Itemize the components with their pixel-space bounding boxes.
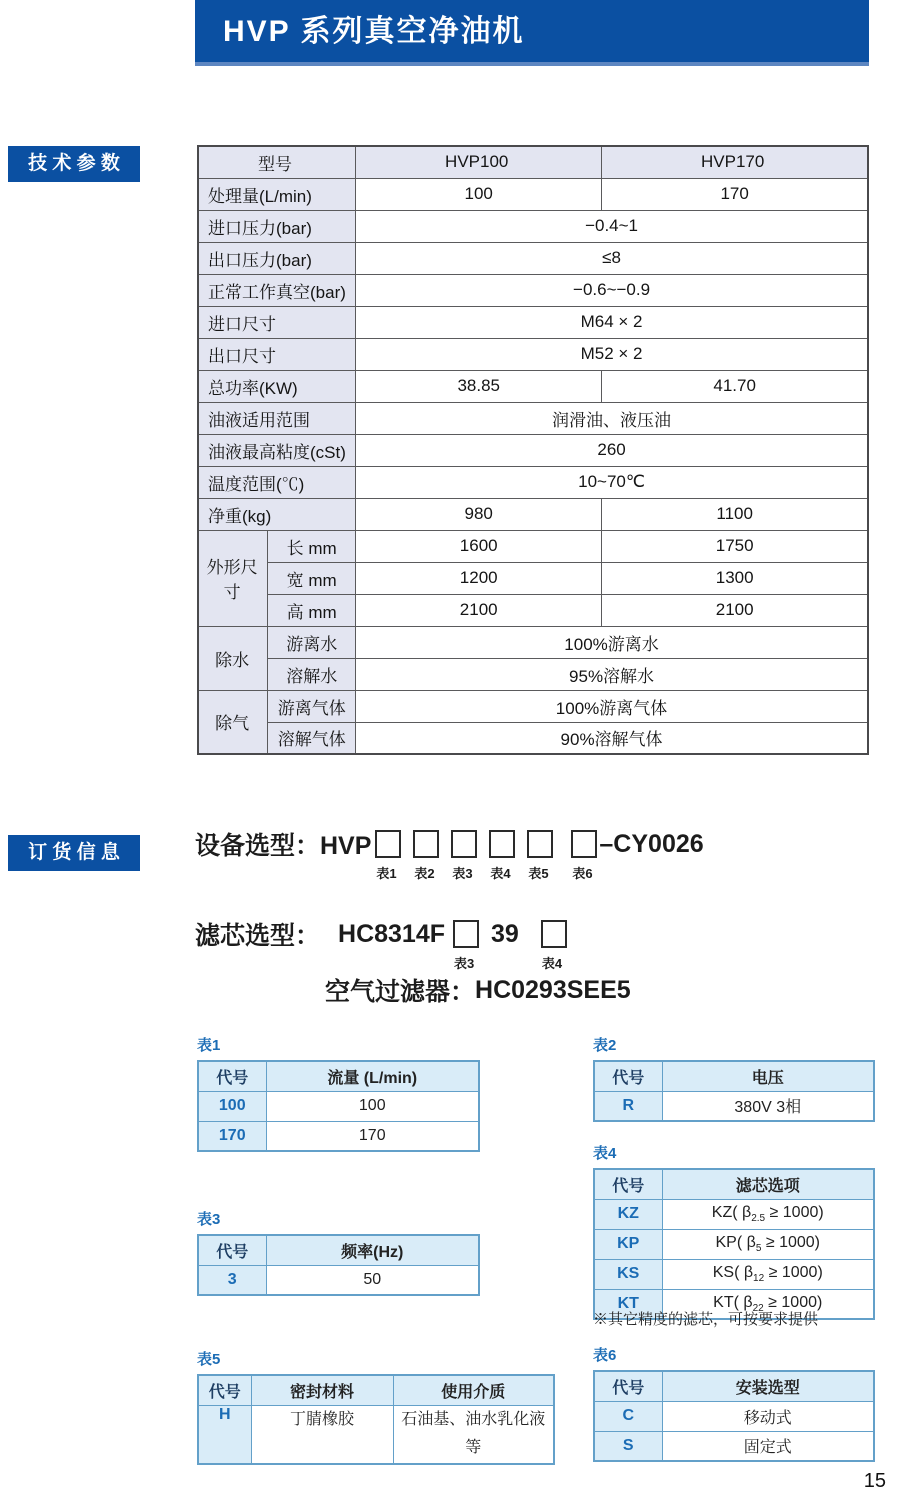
cell: 固定式 [662,1431,874,1461]
beta-subscript: 2.5 [751,1213,766,1225]
sub-label: 宽 mm [268,562,356,594]
option-text: KZ( β [711,1203,752,1221]
option-text: ≥ 1000) [764,1263,823,1281]
table-row [198,1121,479,1151]
col-header: 频率(Hz) [266,1235,479,1265]
code-cell: 100 [198,1091,266,1121]
table2-wrap [593,1034,875,1122]
order-code-box-3 [451,830,477,881]
device-selection-suffix: –CY0026 [599,829,704,858]
col-header: 代号 [594,1061,662,1091]
table4-wrap [593,1142,875,1320]
cell: 1750 [602,530,868,562]
option-text: ≥ 1000) [761,1233,820,1251]
option-text: KT( β [713,1293,753,1311]
col-header: 代号 [198,1235,266,1265]
code-cell: C [594,1401,662,1431]
table-row [198,1405,554,1464]
box-ref-label: 表2 [414,866,435,881]
spec-header-row [198,146,868,178]
title-banner [195,0,869,66]
spec-row-free-water [198,626,868,658]
spec-row-dissolved-gas [198,722,868,754]
spec-row-outlet-size [198,338,868,370]
filter-selection-line [195,916,567,971]
group-label-dimensions: 外形尺寸 [198,530,268,626]
device-selection-label: 设备选型：HVP [195,832,372,860]
box-ref-label: 表3 [454,956,475,971]
table6 [593,1370,875,1462]
cell: ≤8 [356,242,868,274]
row-label: 处理量(L/min) [198,178,356,210]
table2-header [594,1061,874,1091]
spec-table-wrap [197,145,869,755]
badge-ordering-info: 订 货 信 息 [8,835,140,871]
spec-row-temp-range [198,466,868,498]
cell: 100%游离气体 [356,690,868,722]
table1 [197,1060,480,1152]
spec-row-power [198,370,868,402]
table3-header [198,1235,479,1265]
col-header: 流量 (L/min) [266,1061,479,1091]
cell: 1200 [356,562,602,594]
cell: −0.6~−0.9 [356,274,868,306]
cell: 980 [356,498,602,530]
cell: 100 [266,1091,479,1121]
table-row [594,1431,874,1461]
sub-label: 高 mm [268,594,356,626]
table5-header [198,1375,554,1405]
row-label: 总功率(KW) [198,370,356,402]
table-row [594,1259,874,1289]
spec-row-length [198,530,868,562]
cell: 170 [602,178,868,210]
sub-label: 溶解气体 [268,722,356,754]
col-header-hvp170: HVP170 [602,146,868,178]
table-row [594,1091,874,1121]
cell: 41.70 [602,370,868,402]
spec-table [197,145,869,755]
badge-tech-params: 技 术 参 数 [8,146,140,182]
col-header: 代号 [594,1169,662,1199]
cell: 50 [266,1265,479,1295]
code-cell: H [198,1405,251,1464]
col-header: 代号 [198,1375,251,1405]
cell: 170 [266,1121,479,1151]
code-cell: 170 [198,1121,266,1151]
code-cell: KS [594,1259,662,1289]
air-filter-value: HC0293SEE5 [475,975,631,1004]
code-cell: 3 [198,1265,266,1295]
cell: 丁腈橡胶 [251,1405,393,1464]
cell: 2100 [602,594,868,626]
col-header-model: 型号 [198,146,356,178]
filter-part-number: HC8314F [338,919,446,948]
cell: 1100 [602,498,868,530]
air-filter-line [325,972,631,1008]
cell: 90%溶解气体 [356,722,868,754]
spec-row-vacuum [198,274,868,306]
table6-title: 表6 [593,1347,617,1364]
table1-title: 表1 [197,1037,221,1054]
code-cell: KP [594,1229,662,1259]
row-label: 出口尺寸 [198,338,356,370]
cell: 10~70℃ [356,466,868,498]
row-label: 正常工作真空(bar) [198,274,356,306]
row-label: 温度范围(℃) [198,466,356,498]
option-text: KS( β [712,1263,754,1281]
table3 [197,1234,480,1296]
row-label: 油液适用范围 [198,402,356,434]
cell: 2100 [356,594,602,626]
cell: M64 × 2 [356,306,868,338]
table1-header [198,1061,479,1091]
spec-row-width [198,562,868,594]
row-label: 进口尺寸 [198,306,356,338]
table4-header [594,1169,874,1199]
air-filter-label: 空气过滤器： [325,978,476,1006]
table-row [594,1401,874,1431]
option-text: KP( β [715,1233,756,1251]
code-cell: R [594,1091,662,1121]
table3-title: 表3 [197,1211,221,1228]
spec-row-weight [198,498,868,530]
beta-subscript: 22 [752,1302,764,1314]
sub-label: 游离气体 [268,690,356,722]
cell: 石油基、油水乳化液等 [393,1405,554,1464]
order-code-box-4 [489,830,515,881]
table5-wrap [197,1348,555,1465]
filter-mid-code: 39 [491,919,519,948]
table2-title: 表2 [593,1037,617,1054]
cell [662,1259,874,1289]
box-ref-label: 表3 [452,866,473,881]
order-code-box-6 [571,830,597,881]
spec-row-flow [198,178,868,210]
option-text: ≥ 1000) [765,1203,824,1221]
sub-label: 长 mm [268,530,356,562]
spec-row-outlet-pressure [198,242,868,274]
table2 [593,1060,875,1122]
col-header: 安装选型 [662,1371,874,1401]
filter-code-box-2 [541,920,567,971]
table4-note: ※其它精度的滤芯，可按要求提供 [593,1311,819,1328]
table5 [197,1374,555,1465]
spec-row-oil-range [198,402,868,434]
row-label: 出口压力(bar) [198,242,356,274]
box-ref-label: 表5 [528,866,549,881]
row-label: 油液最高粘度(cSt) [198,434,356,466]
spec-row-dissolved-water [198,658,868,690]
table6-header [594,1371,874,1401]
cell: M52 × 2 [356,338,868,370]
cell: 100%游离水 [356,626,868,658]
table-row [594,1199,874,1229]
device-selection-line [195,826,704,881]
table3-wrap [197,1208,480,1296]
code-cell: KT [594,1289,662,1319]
code-cell: KZ [594,1199,662,1229]
group-label-degas: 除气 [198,690,268,754]
cell: 润滑油、液压油 [356,402,868,434]
cell: 260 [356,434,868,466]
order-code-box-2 [413,830,439,881]
table4-title: 表4 [593,1145,617,1162]
box-ref-label: 表1 [376,866,397,881]
beta-subscript: 12 [753,1273,765,1285]
group-label-dewater: 除水 [198,626,268,690]
filter-code-box-1 [453,920,479,971]
row-label: 净重(kg) [198,498,356,530]
table1-wrap [197,1034,480,1152]
page-title: HVP 系列真空净油机 [223,15,525,48]
spec-row-viscosity [198,434,868,466]
page-number: 15 [863,1470,886,1492]
col-header: 代号 [594,1371,662,1401]
col-header: 滤芯选项 [662,1169,874,1199]
table5-title: 表5 [197,1351,221,1368]
col-header: 电压 [662,1061,874,1091]
filter-selection-label: 滤芯选型： [195,922,321,950]
cell [662,1199,874,1229]
table6-wrap [593,1344,875,1462]
box-ref-label: 表6 [572,866,593,881]
order-code-box-1 [375,830,401,881]
beta-subscript: 5 [755,1243,762,1255]
row-label: 进口压力(bar) [198,210,356,242]
cell: 1300 [602,562,868,594]
cell: 38.85 [356,370,602,402]
box-ref-label: 表4 [541,956,563,971]
cell: −0.4~1 [356,210,868,242]
table-row [594,1229,874,1259]
table4 [593,1168,875,1320]
spec-row-inlet-size [198,306,868,338]
order-code-box-5 [527,830,553,881]
cell: 1600 [356,530,602,562]
col-header: 使用介质 [393,1375,554,1405]
code-cell: S [594,1431,662,1461]
table-row [198,1091,479,1121]
col-header: 代号 [198,1061,266,1091]
col-header: 密封材料 [251,1375,393,1405]
box-ref-label: 表4 [490,866,511,881]
spec-row-inlet-pressure [198,210,868,242]
sub-label: 游离水 [268,626,356,658]
sub-label: 溶解水 [268,658,356,690]
option-text: ≥ 1000) [763,1293,823,1311]
cell: 移动式 [662,1401,874,1431]
spec-row-free-gas [198,690,868,722]
cell: 95%溶解水 [356,658,868,690]
col-header-hvp100: HVP100 [356,146,602,178]
cell: 380V 3相 [662,1091,874,1121]
cell: 100 [356,178,602,210]
spec-row-height [198,594,868,626]
table-row [198,1265,479,1295]
cell [662,1229,874,1259]
